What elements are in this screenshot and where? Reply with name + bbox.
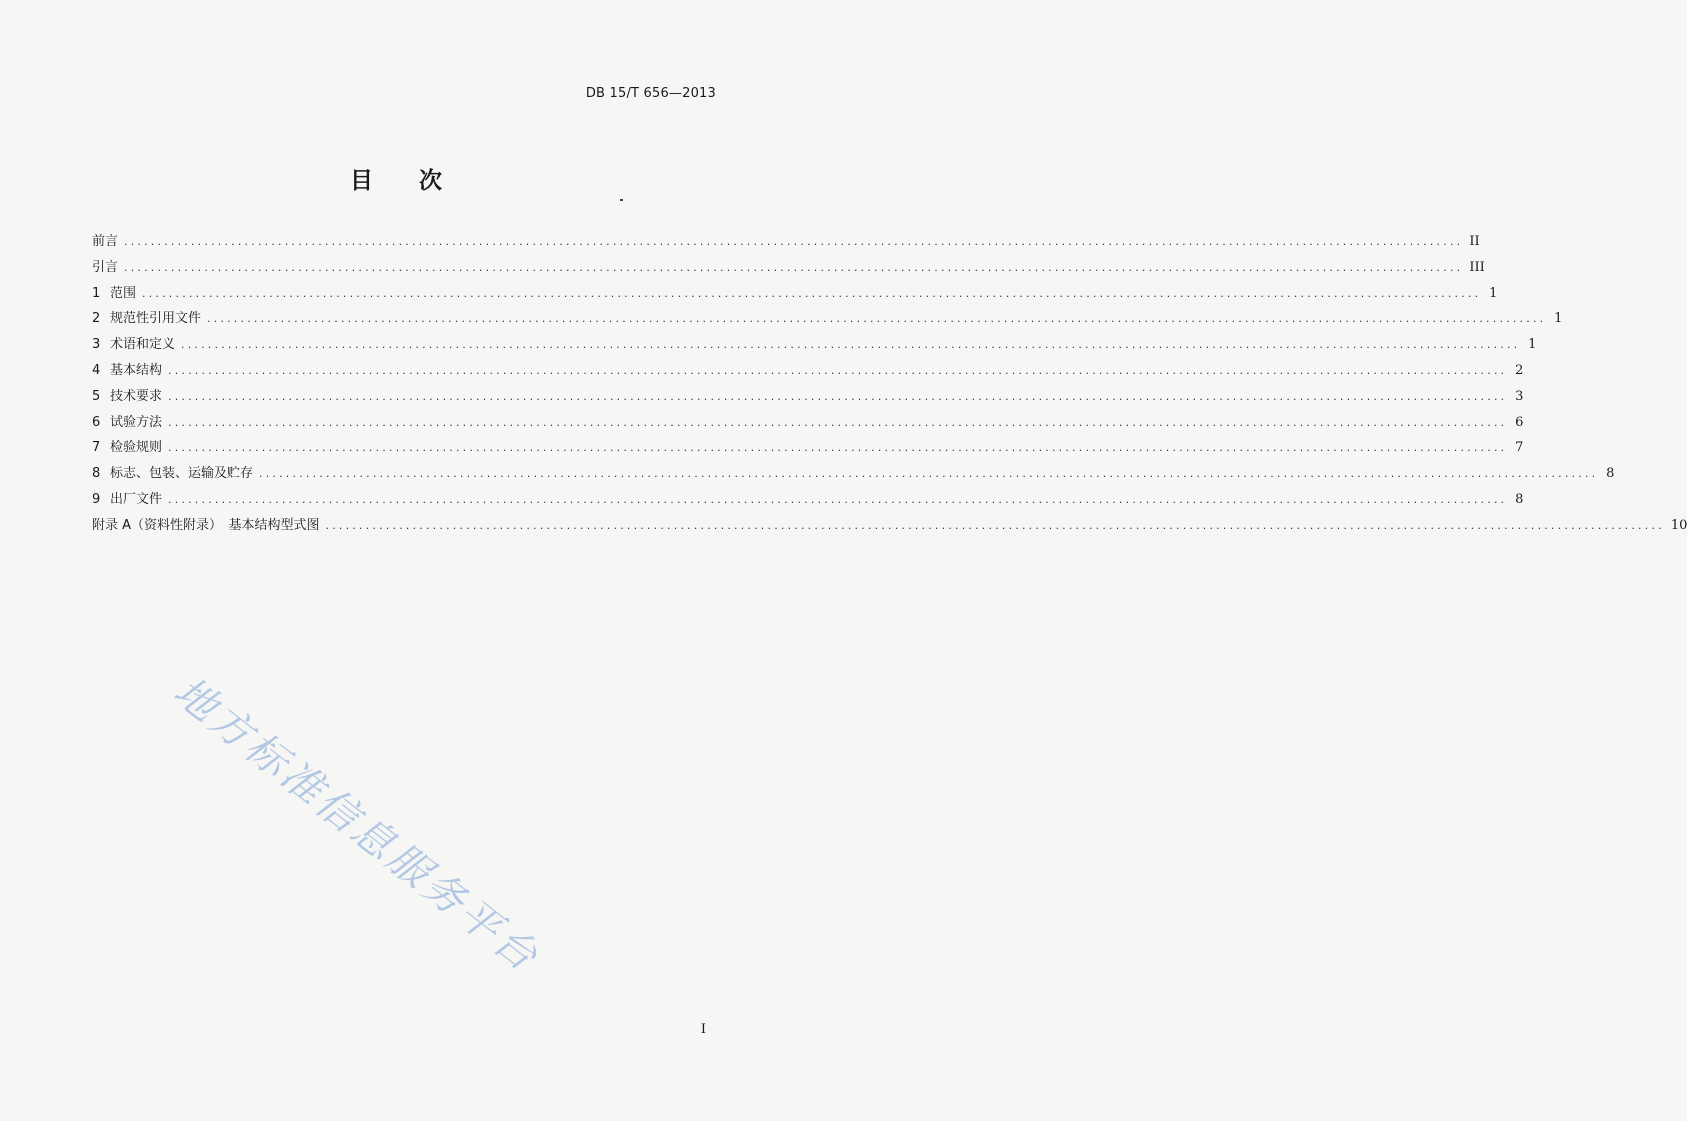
toc-entry-label: 引言 xyxy=(92,259,119,275)
title-char-1: 目 xyxy=(350,168,373,194)
toc-entry-page: 10 xyxy=(1670,517,1687,533)
standard-code: DB 15/T 656—2013 xyxy=(585,86,716,101)
toc-entry-page: III xyxy=(1469,259,1485,275)
toc-entry[interactable] xyxy=(92,282,1498,308)
toc-entry-label: 前言 xyxy=(92,234,119,249)
toc-leader-dots: ........................................................................................................................................................................................................ xyxy=(168,492,1508,506)
toc-entry-label: 基本结构 xyxy=(110,362,163,378)
toc-entry[interactable] xyxy=(92,436,1524,462)
toc-entry-number: 7 xyxy=(92,440,101,456)
toc-entry[interactable] xyxy=(92,411,1524,437)
toc-entry-page: 2 xyxy=(1515,362,1524,378)
toc-entry-number: 9 xyxy=(92,491,101,507)
table-of-contents xyxy=(92,230,1687,540)
toc-entry[interactable] xyxy=(92,359,1524,385)
toc-entry-label: 试验方法 xyxy=(110,414,163,430)
toc-entry-label: 技术要求 xyxy=(110,388,163,404)
toc-leader-dots: ........................................................................................................................................................................................................ xyxy=(142,286,1482,300)
toc-entry-page: 8 xyxy=(1515,491,1524,507)
toc-entry-number: 1 xyxy=(92,285,101,301)
toc-leader-dots: ........................................................................................................................................................................................................ xyxy=(168,363,1508,377)
toc-entry-page: 3 xyxy=(1515,388,1524,404)
toc-entry[interactable] xyxy=(92,333,1537,359)
toc-entry-page: 8 xyxy=(1606,466,1615,482)
toc-entry-label: 标志、包装、运输及贮存 xyxy=(110,466,254,482)
toc-entry[interactable] xyxy=(92,307,1563,333)
toc-entry-number: 4 xyxy=(92,362,101,378)
toc-entry-label: 附录 A（资料性附录） 基本结构型式图 xyxy=(92,517,320,533)
toc-leader-dots: ........................................................................................................................................................................................................ xyxy=(124,260,1464,274)
toc-entry-label: 检验规则 xyxy=(110,440,163,456)
toc-entry-page: 1 xyxy=(1554,311,1563,327)
toc-entry-number: 5 xyxy=(92,388,101,404)
toc-entry-label: 范围 xyxy=(110,285,137,301)
toc-leader-dots: ........................................................................................................................................................................................................ xyxy=(207,312,1547,326)
toc-leader-dots: ........................................................................................................................................................................................................ xyxy=(259,467,1599,481)
toc-entry-page: II xyxy=(1469,234,1480,249)
toc-entry-label: 术语和定义 xyxy=(110,337,176,353)
toc-leader-dots: ........................................................................................................................................................................................................ xyxy=(181,338,1521,352)
toc-entry-page: 1 xyxy=(1528,337,1537,353)
toc-entry-number: 6 xyxy=(92,414,101,430)
toc-entry-page: 7 xyxy=(1515,440,1524,456)
toc-entry[interactable] xyxy=(92,256,1485,282)
toc-leader-dots: ........................................................................................................................................................................................................ xyxy=(124,235,1464,248)
toc-entry-label: 规范性引用文件 xyxy=(110,311,202,327)
toc-leader-dots: ........................................................................................................................................................................................................ xyxy=(168,415,1508,429)
toc-entry[interactable] xyxy=(92,514,1687,540)
toc-entry[interactable] xyxy=(92,385,1524,411)
toc-entry-number: 3 xyxy=(92,337,101,353)
toc-leader-dots: ........................................................................................................................................................................................................ xyxy=(168,389,1508,403)
toc-entry-number: 8 xyxy=(92,466,101,482)
toc-leader-dots: ........................................................................................................................................................................................................ xyxy=(168,441,1508,455)
page-title xyxy=(0,162,792,195)
page-number: I xyxy=(700,1022,706,1037)
toc-leader-dots: ........................................................................................................................................................................................................ xyxy=(325,518,1665,532)
toc-entry-number: 2 xyxy=(92,311,101,327)
title-char-2: 次 xyxy=(419,168,442,194)
toc-entry[interactable] xyxy=(92,488,1524,514)
watermark: 地方标准信息服务平台 xyxy=(164,667,550,982)
toc-entry[interactable] xyxy=(92,462,1615,488)
toc-entry-page: 6 xyxy=(1515,414,1524,430)
toc-entry[interactable] xyxy=(92,230,1480,256)
toc-entry-page: 1 xyxy=(1489,285,1498,301)
scan-speck xyxy=(620,199,623,201)
toc-entry-label: 出厂文件 xyxy=(110,491,163,507)
